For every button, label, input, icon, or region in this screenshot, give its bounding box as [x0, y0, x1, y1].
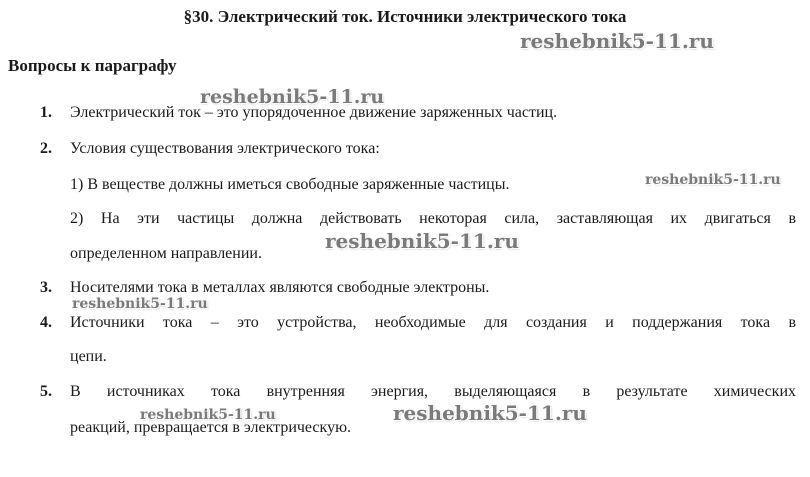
list-item-subtext: 2) На эти частицы должна действовать некоторая сила, заставляющая их двигаться в — [70, 210, 796, 227]
section-heading: Вопросы к параграфу — [8, 56, 177, 75]
list-item-number: 4. — [40, 314, 52, 331]
list-item-number: 1. — [40, 104, 52, 121]
watermark: reshebnik5-11.ru — [325, 229, 519, 253]
list-item-text: В источниках тока внутренняя энергия, выделяющаяся в результате химических — [70, 383, 796, 400]
list-item-number: 5. — [40, 383, 52, 400]
watermark: reshebnik5-11.ru — [200, 86, 385, 108]
list-item-number: 2. — [40, 140, 52, 157]
watermark: reshebnik5-11.ru — [140, 407, 276, 423]
list-item-subtext: 1) В веществе должны иметься свободные заряженные частицы. — [70, 176, 510, 193]
list-item-subtext: определенном направлении. — [70, 245, 262, 262]
list-item-number: 3. — [40, 279, 52, 296]
list-item-text: Источники тока – это устройства, необходимые для создания и поддержания тока в — [70, 314, 796, 331]
watermark: reshebnik5-11.ru — [645, 172, 781, 188]
page-title: §30. Электрический ток. Источники электрического тока — [183, 7, 627, 26]
watermark: reshebnik5-11.ru — [72, 296, 208, 312]
list-item-text: Условия существования электрического тока: — [70, 140, 380, 157]
watermark: reshebnik5-11.ru — [393, 401, 587, 425]
list-item-text: Носителями тока в металлах являются свободные электроны. — [70, 279, 490, 296]
list-item-text: Электрический ток – это упорядоченное движение заряженных частиц. — [70, 104, 558, 121]
list-item-text: реакций, превращается в электрическую. — [70, 419, 352, 436]
list-item-text: цепи. — [70, 348, 107, 365]
watermark: reshebnik5-11.ru — [520, 29, 714, 53]
